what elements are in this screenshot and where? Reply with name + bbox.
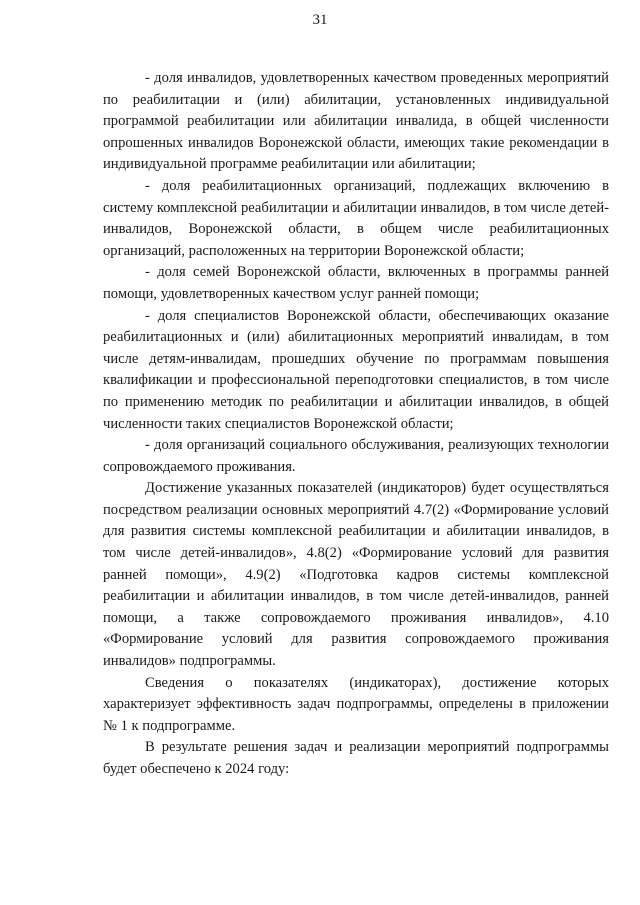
- paragraph: - доля инвалидов, удовлетворенных качеством проведенных мероприятий по реабилитации и (или) абилитации, установленных индивидуальной программой реабилитации или абилитации инвалида, в общей численности опрошенных инвалидов Воронежской области, имеющих такие рекомендации в индивидуальной программе реабилитации или абилитации;: [103, 70, 609, 173]
- paragraph: Сведения о показателях (индикаторах), достижение которых характеризует эффективность задач подпрограммы, определены в приложении № 1 к подпрограмме.: [103, 674, 609, 734]
- paragraph: - доля специалистов Воронежской области, обеспечивающих оказание реабилитационных и (или) абилитационных мероприятий инвалидам, в том числе детям-инвалидам, прошедших обучение по программам повышения квалификации и профессиональной переподготовки специалистов, в том числе по применению методик по реабилитации и абилитации инвалидов, в общей численности таких специалистов Воронежской области;: [103, 307, 609, 432]
- document-body: [103, 68, 609, 781]
- paragraph: - доля реабилитационных организаций, подлежащих включению в систему комплексной реабилитации и абилитации инвалидов, в том числе детей-инвалидов, Воронежской области, в общем числе реабилитационных организаций, расположенных на территории Воронежской области;: [103, 177, 609, 259]
- paragraph: - доля семей Воронежской области, включенных в программы ранней помощи, удовлетворенных качеством услуг ранней помощи;: [103, 264, 609, 302]
- paragraph: В результате решения задач и реализации мероприятий подпрограммы будет обеспечено к 2024 году:: [103, 739, 609, 777]
- paragraph: - доля организаций социального обслуживания, реализующих технологии сопровождаемого проживания.: [103, 437, 609, 475]
- paragraph: Достижение указанных показателей (индикаторов) будет осуществляться посредством реализации основных мероприятий 4.7(2) «Формирование условий для развития системы комплексной реабилитации и абилитации инвалидов, в том числе детей-инвалидов», 4.8(2) «Формирование условий для развития ранней помощи», 4.9(2) «Подготовка кадров системы комплексной реабилитации и абилитации инвалидов, в том числе детей-инвалидов, ранней помощи, а также сопровождаемого проживания инвалидов», 4.10 «Формирование условий для развития сопровождаемого проживания инвалидов» подпрограммы.: [103, 480, 609, 670]
- page-number: 31: [312, 12, 328, 28]
